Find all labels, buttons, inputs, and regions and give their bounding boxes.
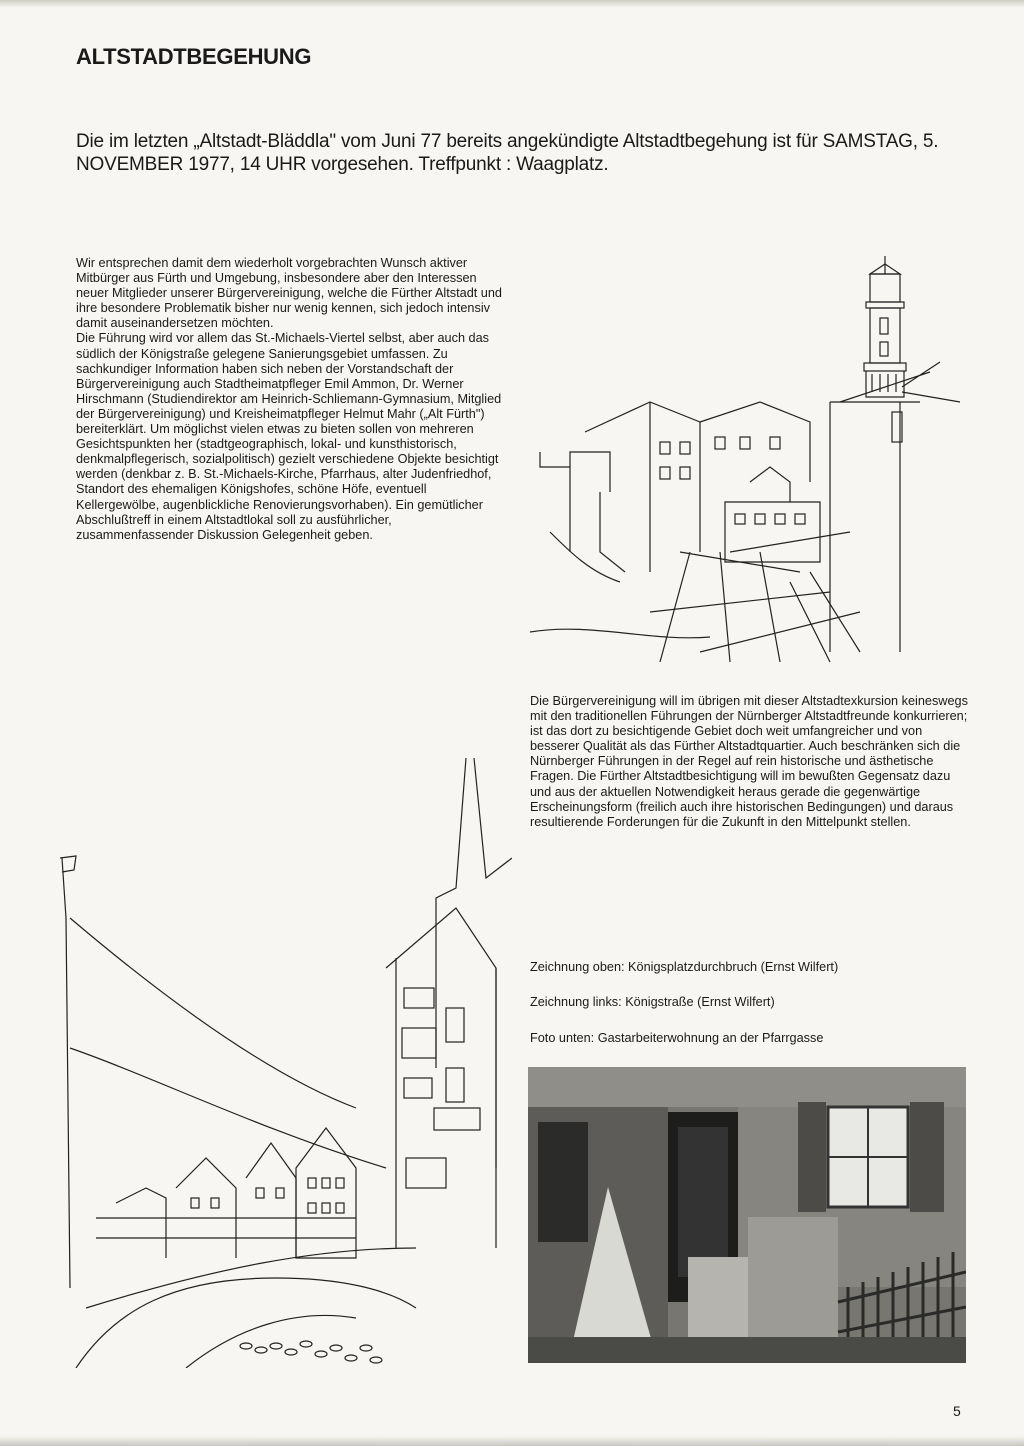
article-body-right (530, 694, 968, 830)
caption-left-drawing: Zeichnung links: Königstraße (Ernst Wilfert) (530, 995, 775, 1009)
sketch-koenigstrasse-drawing (56, 748, 512, 1368)
article-title: ALTSTADTBEGEHUNG (76, 44, 312, 69)
body-paragraph: Wir entsprechen damit dem wiederholt vorgebrachten Wunsch aktiver Mitbürger aus Fürth und Umgebung, insbesondere aber den Interessen neuer Mitglieder unserer Bürgervereinigung, welche die Fürther Altstadt und ihre besondere Problematik bisher nur wenig kennen, sich jedoch intensiv damit auseinandersetzen möchten. (76, 256, 502, 331)
photo-pfarrgasse (528, 1067, 966, 1363)
page-scan-edge-bottom (0, 1436, 1024, 1446)
page-number: 5 (953, 1403, 961, 1419)
page-scan-edge-top (0, 0, 1024, 8)
caption-photo: Foto unten: Gastarbeiterwohnung an der Pfarrgasse (530, 1031, 824, 1045)
body-paragraph: Die Führung wird vor allem das St.-Michaels-Viertel selbst, aber auch das südlich der Königstraße gelegene Sanierungsgebiet umfassen. Zu sachkundiger Information haben sich neben der Vorstandschaft der Bürgervereinigung auch Stadtheimatpfleger Emil Ammon, Dr. Werner Hirschmann (Studiendirektor am Heinrich-Schliemann-Gymnasium, Mitglied der Bürgervereinigung) und Kreisheimatpfleger Helmut Mahr („Alt Fürth") bereiterklärt. Um möglichst vielen etwas zu bieten sollen von mehreren Gesichtspunkten her (stadtgeographisch, lokal- und kunsthistorisch, denkmalpflegerisch, sozialpolitisch) gezielt verschiedene Objekte besichtigt werden (denkbar z. B. St.-Michaels-Kirche, Pfarrhaus, alter Judenfriedhof, Standort des ehemaligen Königshofes, schöne Höfe, eventuell Kellergewölbe, augenblickliche Renovierungsvorhaben). Ein gemütlicher Abschlußtreff in einem Altstadtlokal soll zu ausführlicher, zusammenfassender Diskussion Gelegenheit geben. (76, 331, 502, 542)
sketch-koenigsplatz-drawing (530, 252, 968, 672)
caption-top-drawing: Zeichnung oben: Königsplatzdurchbruch (Ernst Wilfert) (530, 960, 839, 974)
body-paragraph: Die Bürgervereinigung will im übrigen mit dieser Altstadtexkursion keineswegs mit den traditionellen Führungen der Nürnberger Altstadtfreunde konkurrieren; ist das dort zu besichtigende Gebiet doch weit umfangreicher und von besserer Qualität als das Fürther Altstadtquartier. Auch beschränken sich die Nürnberger Führungen in der Regel auf rein historische und ästhetische Fragen. Die Fürther Altstadtbesichtigung will im bewußten Gegensatz dazu und aus der aktuellen Notwendigkeit heraus gerade die gegenwärtige Erscheinungsform (freilich auch ihre historischen Bedingungen) und daraus resultierende Forderungen für die Zukunft in den Mittelpunkt stellen. (530, 694, 968, 829)
article-body-left (76, 256, 510, 543)
article-lead: Die im letzten „Altstadt-Bläddla" vom Juni 77 bereits angekündigte Altstadtbegehung ist für SAMSTAG, 5. NOVEMBER 1977, 14 UHR vorgesehen. Treffpunkt : Waagplatz. (76, 131, 939, 175)
